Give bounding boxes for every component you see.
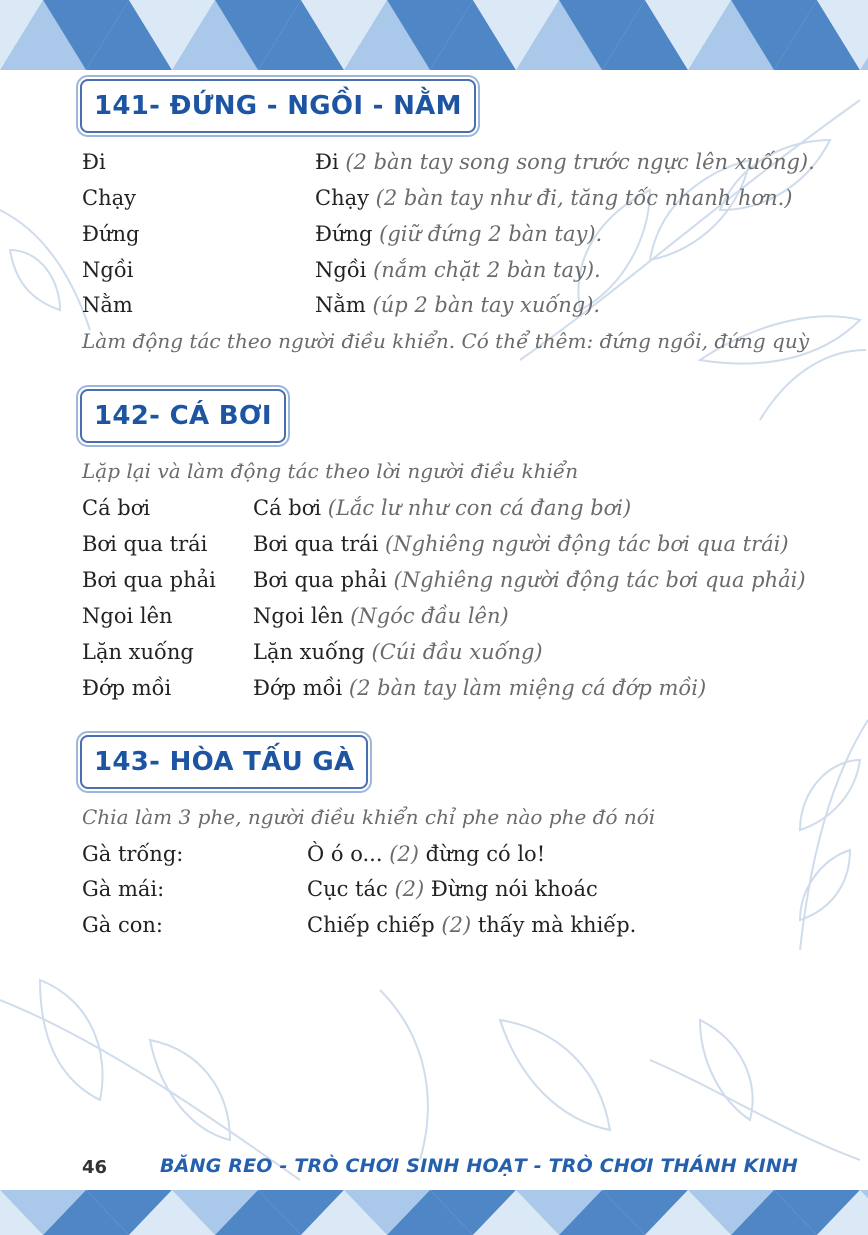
action-call: Ngồi	[82, 258, 134, 282]
group-chant: Chiếp chiếp (2) thấy mà khiếp.	[307, 913, 637, 937]
action-response: Đớp mồi (2 bàn tay làm miệng cá đớp mồi)	[253, 676, 707, 700]
action-call: Cá bơi	[82, 496, 151, 520]
section-141-title-box	[80, 79, 476, 133]
action-response: Đứng (giữ đứng 2 bàn tay).	[315, 222, 603, 246]
leaf-decoration-top-right	[500, 60, 868, 440]
page-number: 46	[82, 1157, 108, 1178]
action-response: Cá bơi (Lắc lư như con cá đang bơi)	[253, 496, 632, 520]
section-title: 142- CÁ BƠI	[94, 401, 272, 431]
section-title: 143- HÒA TẤU GÀ	[94, 747, 355, 777]
action-call: Nằm	[82, 293, 133, 317]
section-title: 141- ĐỨNG - NGỒI - NẰM	[94, 91, 462, 121]
action-call: Bơi qua trái	[82, 532, 208, 556]
action-call: Ngoi lên	[82, 604, 173, 628]
group-name: Gà mái:	[82, 877, 165, 901]
action-response: Nằm (úp 2 bàn tay xuống).	[315, 293, 601, 317]
section-142-title-box	[80, 389, 286, 443]
section-intro: Lặp lại và làm động tác theo lời người điều khiển	[82, 459, 579, 483]
bottom-triangle-band	[0, 1190, 868, 1235]
action-response: Đi (2 bàn tay song song trước ngực lên xuống).	[315, 150, 815, 174]
section-143-title-box	[80, 735, 368, 789]
action-call: Đứng	[82, 222, 140, 246]
group-chant: Ò ó o... (2) đừng có lo!	[307, 842, 546, 866]
book-title: BĂNG REO - TRÒ CHƠI SINH HOẠT - TRÒ CHƠI THÁNH KINH	[160, 1155, 799, 1177]
section-note: Làm động tác theo người điều khiển. Có thể thêm: đứng ngồi, đứng quỳ	[82, 329, 810, 353]
top-triangle-band	[0, 0, 868, 70]
action-call: Đớp mồi	[82, 676, 172, 700]
action-response: Lặn xuống (Cúi đầu xuống)	[253, 640, 543, 664]
leaf-decoration-right	[740, 700, 868, 960]
action-call: Bơi qua phải	[82, 568, 216, 592]
group-chant: Cục tác (2) Đừng nói khoác	[307, 877, 598, 901]
group-name: Gà con:	[82, 913, 163, 937]
action-response: Ngồi (nắm chặt 2 bàn tay).	[315, 258, 601, 282]
action-call: Lặn xuống	[82, 640, 194, 664]
section-intro: Chia làm 3 phe, người điều khiển chỉ phe nào phe đó nói	[82, 805, 656, 829]
action-response: Bơi qua phải (Nghiêng người động tác bơi qua phải)	[253, 568, 806, 592]
action-response: Ngoi lên (Ngóc đầu lên)	[253, 604, 509, 628]
action-response: Chạy (2 bàn tay như đi, tăng tốc nhanh hơn.)	[315, 186, 793, 210]
group-name: Gà trống:	[82, 842, 184, 866]
action-call: Chạy	[82, 186, 136, 210]
action-call: Đi	[82, 150, 106, 174]
action-response: Bơi qua trái (Nghiêng người động tác bơi qua trái)	[253, 532, 789, 556]
